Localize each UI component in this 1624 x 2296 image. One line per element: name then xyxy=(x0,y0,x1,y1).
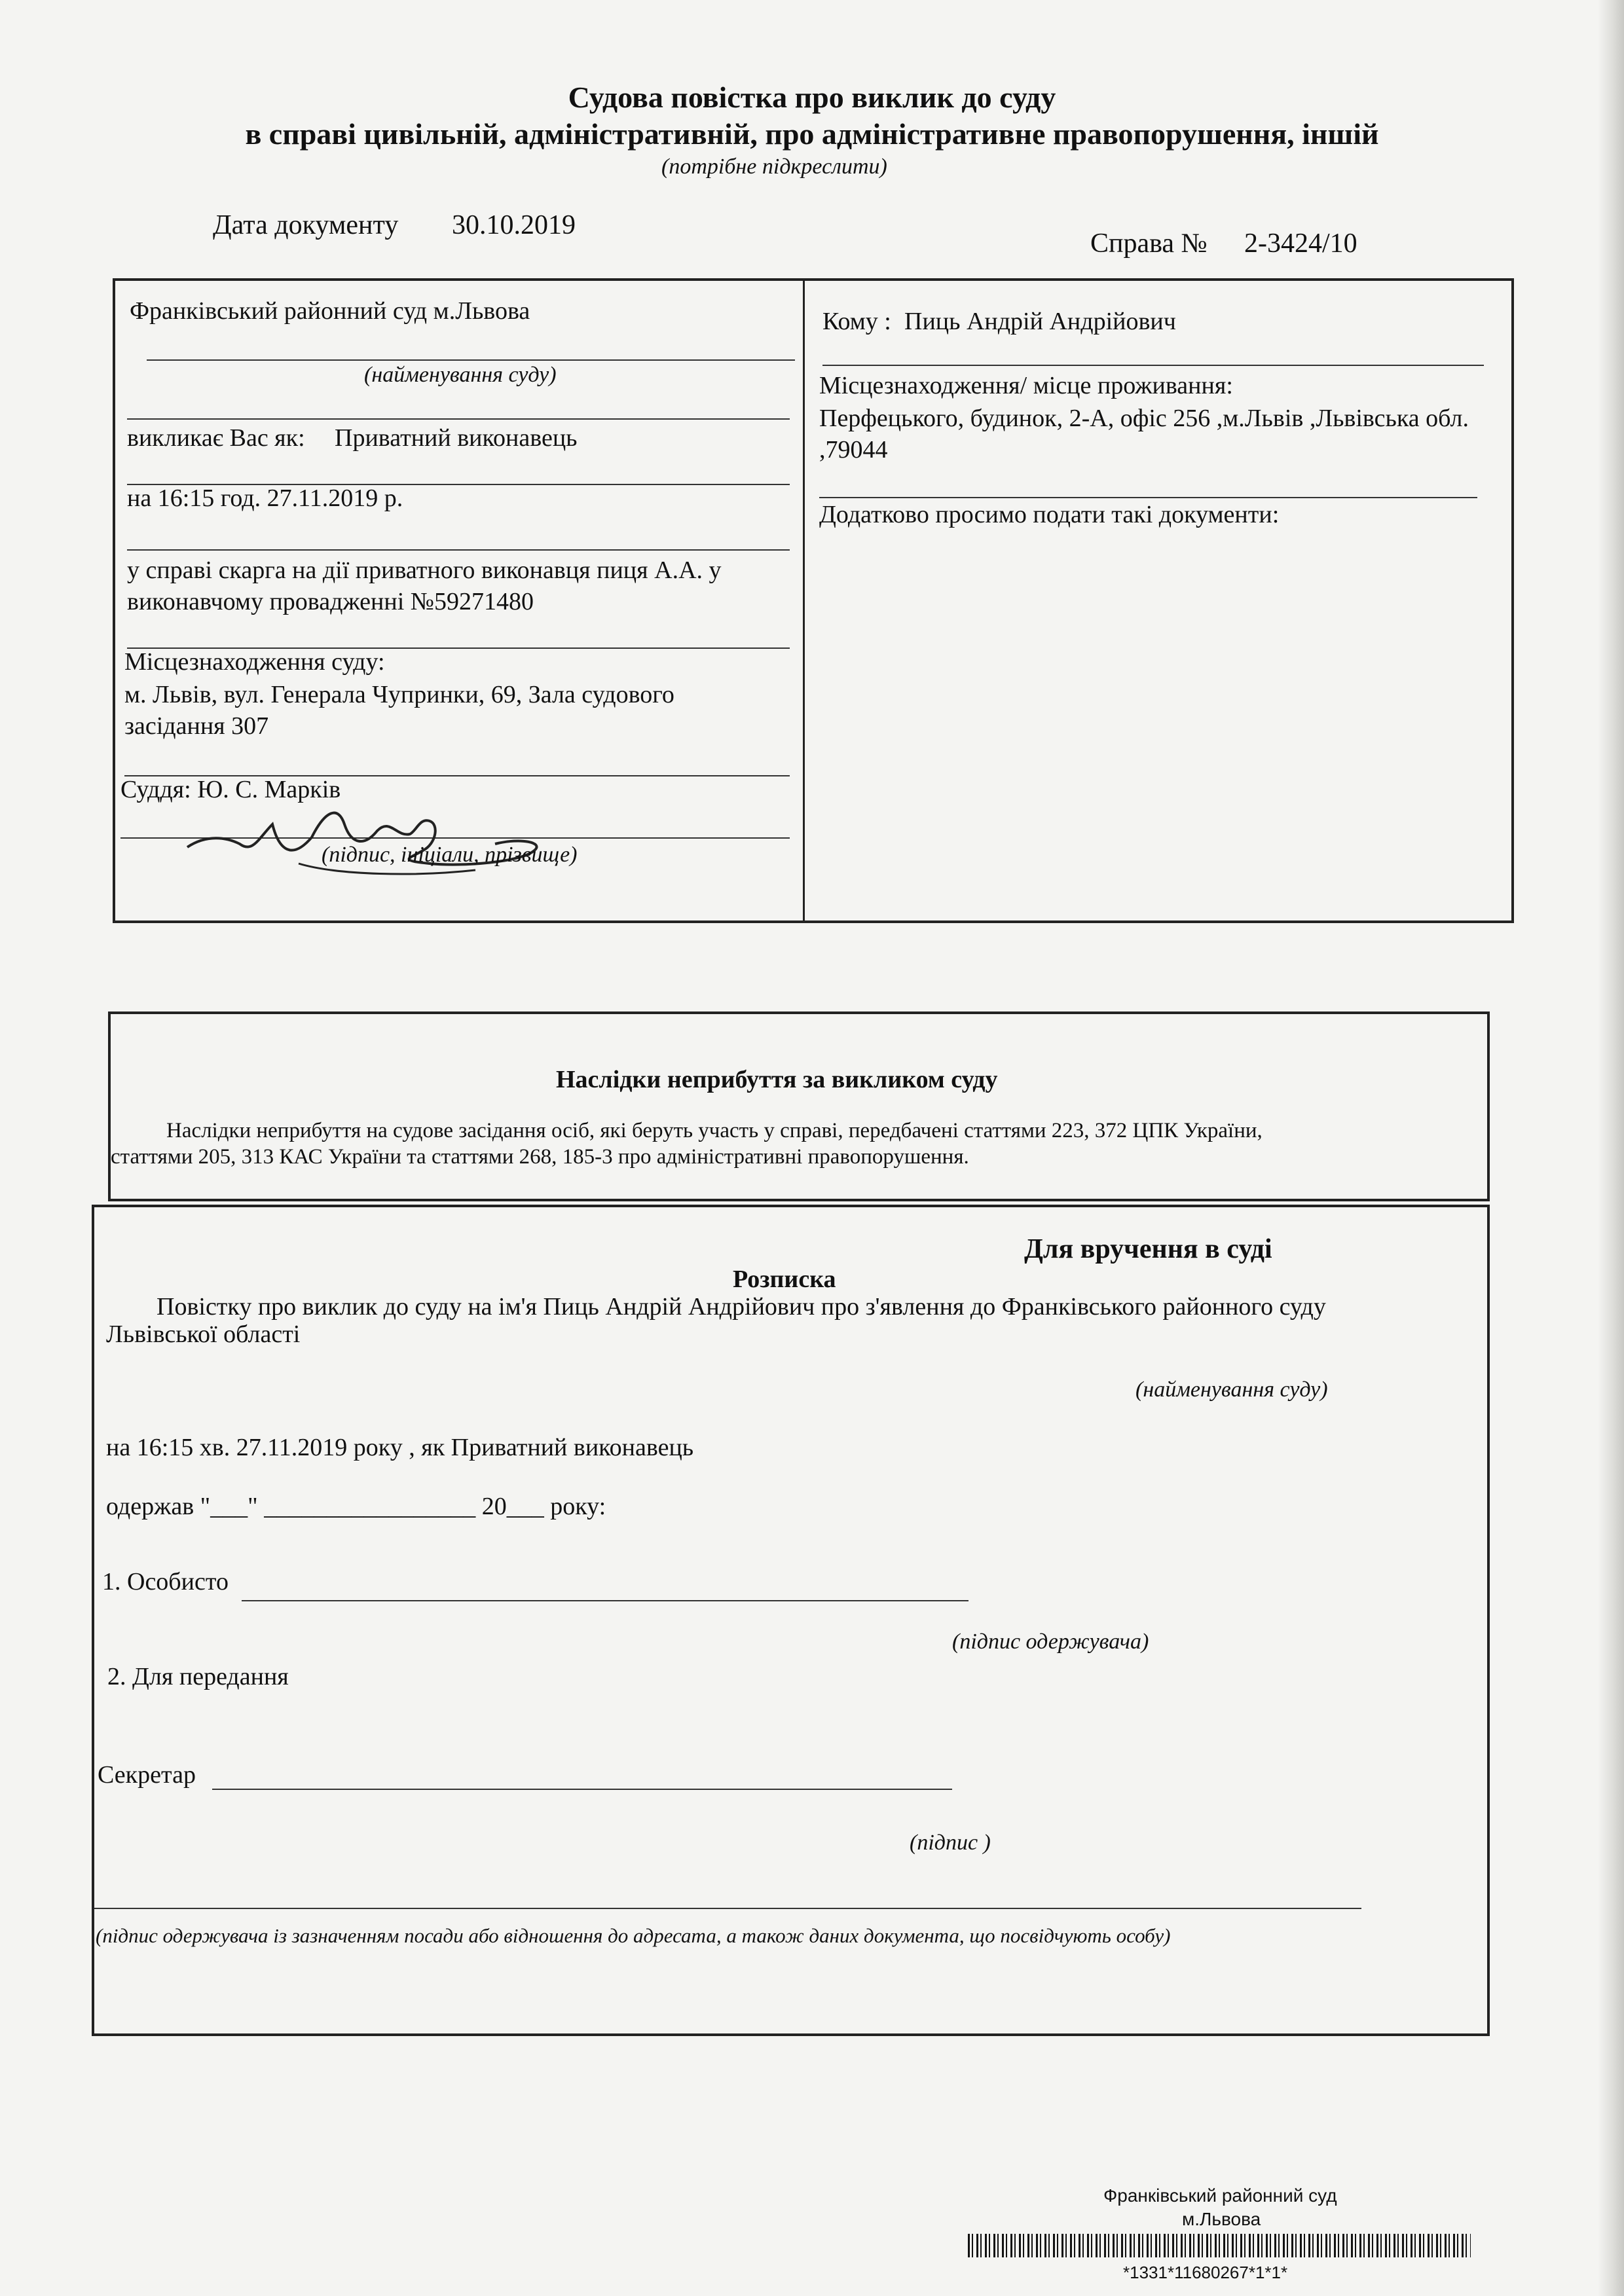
residence-address: Перфецького, будинок, 2-А, офіс 256 ,м.Львів ,Львівська обл. ,79044 xyxy=(819,405,1469,464)
for-transfer-label: 2. Для передання xyxy=(107,1663,289,1690)
barcode-text: *1331*11680267*1*1* xyxy=(1123,2263,1288,2282)
judge-signature xyxy=(181,798,547,883)
consequences-line1: Наслідки неприбуття на судове засідання осіб, які беруть участь у справі, передбачені статтями 223, 372 ЦПК України, xyxy=(166,1119,1263,1142)
signature-caption: (підпис, ініціали, прізвище) xyxy=(322,843,578,867)
court-address: м. Львів, вул. Генерала Чупринки, 69, Зала судового засідання 307 xyxy=(124,681,674,740)
recipient-sig-caption: (підпис одержувача) xyxy=(952,1630,1149,1654)
for-court-label: Для вручення в суді xyxy=(1024,1234,1272,1264)
court-location-label: Місцезнаходження суду: xyxy=(124,648,385,676)
recipient-label: Кому : xyxy=(822,308,891,335)
receipt-box xyxy=(92,1205,1490,2036)
separator-line xyxy=(819,497,1477,498)
secretary-sign-line[interactable] xyxy=(212,1789,952,1790)
title-note: (потрібне підкреслити) xyxy=(661,155,887,179)
document-title: Судова повістка про виклик до суду xyxy=(568,81,1056,114)
separator-line xyxy=(822,365,1484,366)
summons-as: Приватний виконавець xyxy=(335,424,578,452)
barcode xyxy=(968,2234,1471,2257)
separator-line xyxy=(127,418,790,420)
document-subtitle: в справі цивільній, адміністративній, про адміністративне правопорушення, іншій xyxy=(245,117,1379,151)
receipt-heading: Розписка xyxy=(733,1266,836,1293)
receipt-court-caption: (найменування суду) xyxy=(1135,1377,1328,1402)
time-line: на 16:15 год. 27.11.2019 р. xyxy=(127,484,403,512)
court-stamp-line1: Франківський районний суд xyxy=(1103,2185,1337,2206)
court-caption: (найменування суду) xyxy=(364,363,557,387)
personally-label: 1. Особисто xyxy=(102,1568,229,1595)
judge: Суддя: Ю. С. Марків xyxy=(120,776,341,803)
receipt-line1: Повістку про виклик до суду на ім'я Пиць Андрій Андрійович про з'явлення до Франківського районного суду xyxy=(157,1293,1326,1321)
consequences-line2: статтями 205, 313 КАС України та статтями 268, 185-3 про адміністративні правопорушення. xyxy=(111,1145,969,1169)
secretary-sig-caption: (підпис ) xyxy=(910,1831,991,1855)
case-label: Справа № xyxy=(1090,228,1208,259)
footer-sign-line[interactable] xyxy=(94,1908,1361,1909)
case-number: 2-3424/10 xyxy=(1244,228,1357,259)
additional-docs: Додатково просимо подати такі документи: xyxy=(819,501,1280,528)
secretary-label: Секретар xyxy=(98,1761,196,1789)
received-line: одержав "___" _________________ 20___ року: xyxy=(106,1493,606,1520)
summons-form xyxy=(113,278,1514,923)
consequences-box xyxy=(108,1011,1490,1201)
court-name: Франківський районний суд м.Львова xyxy=(130,297,530,325)
scan-edge xyxy=(1598,0,1624,2296)
consequences-heading: Наслідки неприбуття за викликом суду xyxy=(556,1066,998,1093)
doc-date-label: Дата документу xyxy=(213,210,399,240)
separator-line xyxy=(127,549,790,551)
personally-sign-line[interactable] xyxy=(242,1600,969,1601)
receipt-time-line: на 16:15 хв. 27.11.2019 року , як Приватний виконавець xyxy=(106,1434,694,1461)
recipient: Пиць Андрій Андрійович xyxy=(904,308,1176,335)
court-name-line xyxy=(147,359,795,361)
case-description: у справі скарга на дії приватного виконавця пиця А.А. у виконавчому провадженні №59271480 xyxy=(127,556,722,615)
receipt-line2: Львівської області xyxy=(106,1321,301,1348)
doc-date: 30.10.2019 xyxy=(452,210,576,240)
footer-caption: (підпис одержувача із зазначенням посади або відношення до адресата, а також даних документа, що посвідчують особу) xyxy=(96,1924,1171,1947)
summons-as-label: викликає Вас як: xyxy=(127,424,305,452)
residence-label: Місцезнаходження/ місце проживання: xyxy=(819,372,1233,399)
court-stamp-line2: м.Львова xyxy=(1182,2209,1261,2229)
column-divider xyxy=(803,281,805,920)
